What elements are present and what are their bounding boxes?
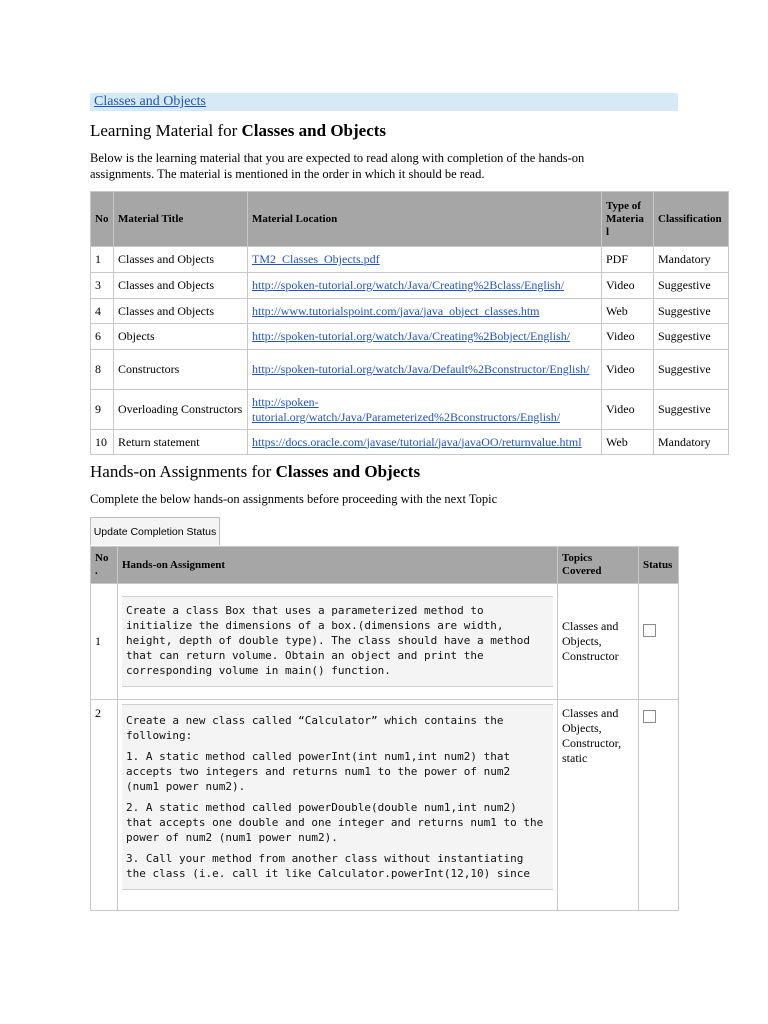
material-location-link[interactable]: http://www.tutorialspoint.com/java/java_object_classes.htm <box>252 303 540 318</box>
handson-heading-prefix: Hands-on Assignments for <box>90 462 276 481</box>
row-type: Video <box>602 324 654 350</box>
material-location-link[interactable]: http://spoken-tutorial.org/watch/Java/Creating%2Bobject/English/ <box>252 329 571 343</box>
row-title: Return statement <box>114 430 248 455</box>
learning-heading-topic: Classes and Objects <box>241 121 387 140</box>
table-row <box>91 700 679 911</box>
handson-assignment-table <box>90 546 679 911</box>
table-row <box>91 299 729 324</box>
table-row <box>91 350 729 390</box>
assignment-text <box>122 704 553 890</box>
learning-material-heading <box>90 121 386 141</box>
column-header-material-title: Material Title <box>114 192 248 247</box>
learning-heading-prefix: Learning Material for <box>90 121 242 140</box>
row-title: Classes and Objects <box>114 273 248 299</box>
row-classification: Suggestive <box>654 390 729 430</box>
row-type: Web <box>602 299 654 324</box>
column-header-material-location: Material Location <box>248 192 602 247</box>
column-header-status: Status <box>639 547 679 584</box>
table-header-row <box>91 547 679 584</box>
topic-bar <box>90 93 678 111</box>
row-classification: Suggestive <box>654 299 729 324</box>
assignment-paragraph: 3. Call your method from another class without instantiating the class (i.e. call it like Calculator.powerInt(12,10) since <box>126 852 530 880</box>
table-row <box>91 273 729 299</box>
status-checkbox[interactable] <box>643 624 656 637</box>
row-no: 1 <box>91 584 118 700</box>
row-topics: Classes and Objects, Constructor <box>558 584 639 700</box>
row-type: Video <box>602 350 654 390</box>
row-no: 6 <box>91 324 114 350</box>
row-title: Overloading Constructors <box>114 390 248 430</box>
assignment-paragraph: 1. A static method called powerInt(int num1,int num2) that accepts two integers and returns num1 to the power of num2 (num1 power num2). <box>126 750 511 793</box>
assignment-paragraph: Create a new class called “Calculator” which contains the following: <box>126 714 504 742</box>
row-no: 1 <box>91 247 114 273</box>
table-row <box>91 430 729 455</box>
row-title: Constructors <box>114 350 248 390</box>
row-title: Classes and Objects <box>114 299 248 324</box>
row-classification: Suggestive <box>654 324 729 350</box>
row-no: 2 <box>91 700 118 911</box>
topic-link[interactable]: Classes and Objects <box>94 94 206 109</box>
row-classification: Suggestive <box>654 350 729 390</box>
row-title: Objects <box>114 324 248 350</box>
material-location-link[interactable]: http://spoken-tutorial.org/watch/Java/Creating%2Bclass/English/ <box>252 278 565 292</box>
column-header-handson-assignment: Hands-on Assignment <box>118 547 558 584</box>
status-checkbox[interactable] <box>643 710 656 723</box>
column-header-classification: Classification <box>654 192 729 247</box>
handson-description: Complete the below hands-on assignments before proceeding with the next Topic <box>90 492 498 506</box>
row-no: 4 <box>91 299 114 324</box>
row-type: Video <box>602 273 654 299</box>
row-no: 3 <box>91 273 114 299</box>
learning-material-table <box>90 191 729 455</box>
material-location-link[interactable]: http://spoken-tutorial.org/watch/Java/Default%2Bconstructor/English/ <box>252 362 590 376</box>
handson-assignments-heading <box>90 462 420 482</box>
material-location-link[interactable]: TM2_Classes_Objects.pdf <box>252 252 380 266</box>
material-location-link[interactable]: https://docs.oracle.com/javase/tutorial/java/javaOO/returnvalue.html <box>252 434 582 449</box>
update-completion-status-button[interactable]: Update Completion Status <box>90 517 220 545</box>
row-no: 8 <box>91 350 114 390</box>
row-no: 9 <box>91 390 114 430</box>
column-header-topics-covered: Topics Covered <box>558 547 639 584</box>
assignment-paragraph: 2. A static method called powerDouble(double num1,int num2) that accepts one double and one integer and returns num1 to the power of num2 (num1 power num2). <box>126 801 544 844</box>
assignment-text <box>122 596 553 687</box>
assignment-paragraph: Create a class Box that uses a parameterized method to initialize the dimensions of a box.(dimensions are width, height, depth of double type). The class should have a method that can return volume. Obtain an object and print the corresponding volume in main() function. <box>126 604 530 677</box>
row-type: PDF <box>602 247 654 273</box>
column-header-no: No <box>91 192 114 247</box>
table-header-row <box>91 192 729 247</box>
material-location-link[interactable]: http://spoken-tutorial.org/watch/Java/Parameterized%2Bconstructors/English/ <box>252 394 561 424</box>
table-row <box>91 247 729 273</box>
table-row <box>91 390 729 430</box>
row-topics: Classes and Objects, Constructor, static <box>558 700 639 911</box>
row-classification: Mandatory <box>654 430 729 455</box>
handson-heading-topic: Classes and Objects <box>275 462 421 481</box>
learning-material-description: Below is the learning material that you are expected to read along with completion of the hands-on assignments. The material is mentioned in the order in which it should be read. <box>90 151 585 181</box>
table-row <box>91 324 729 350</box>
row-type: Video <box>602 390 654 430</box>
row-title: Classes and Objects <box>114 247 248 273</box>
row-type: Web <box>602 430 654 455</box>
table-row <box>91 584 679 700</box>
row-classification: Mandatory <box>654 247 729 273</box>
row-no: 10 <box>91 430 114 455</box>
column-header-no: No . <box>91 547 118 584</box>
row-classification: Suggestive <box>654 273 729 299</box>
column-header-type: Type of Materia l <box>602 192 654 247</box>
